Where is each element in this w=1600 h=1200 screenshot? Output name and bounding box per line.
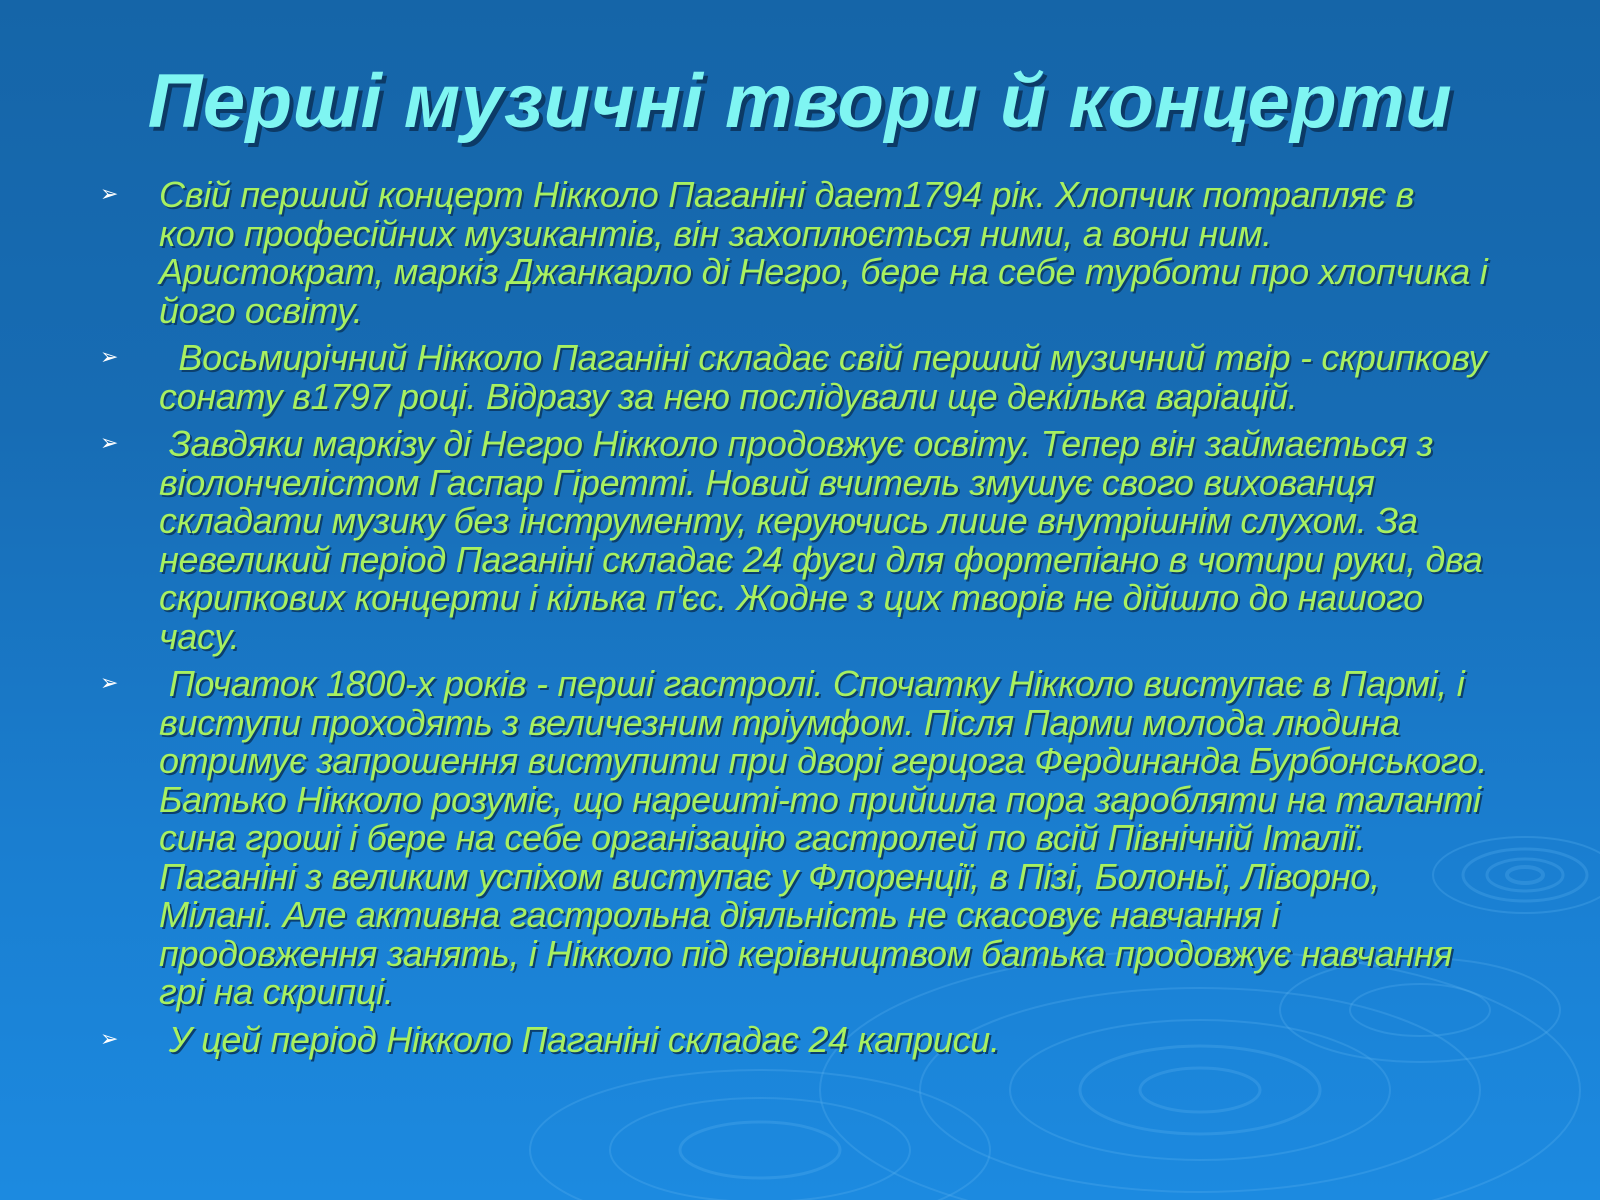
arrowhead-bullet-icon: ➢ <box>100 182 119 207</box>
bullet-item <box>0 339 1600 416</box>
bullet-text: Завдяки маркізу ді Негро Нікколо продовжує освіту. Тепер він займається з віолончелістом Гаспар Гіретті. Новий вчитель змушує свого вихованця складати музику без інструменту, керуючись лише внутрішнім слухом. За невеликий період Паганіні складає 24 фуги для фортепіано в чотири руки, два скрипкових концерти і кілька п'єс. Жодне з цих творів не дійшло до нашого часу. <box>159 423 1493 657</box>
bullet-item <box>0 665 1600 1012</box>
bullet-text: Восьмирічний Нікколо Паганіні складає свій перший музичний твір - скрипкову сонату в1797 році. Відразу за нею послідували ще декілька варіацій. <box>159 337 1496 417</box>
arrowhead-bullet-icon: ➢ <box>100 431 119 456</box>
bullet-item <box>0 176 1600 330</box>
bullet-list <box>0 176 1600 1068</box>
bullet-text: У цей період Нікколо Паганіні складає 24 каприси. <box>159 1018 1000 1060</box>
arrowhead-bullet-icon: ➢ <box>100 671 119 696</box>
ripple-ring <box>1140 1068 1260 1112</box>
ripple-ring <box>530 1070 990 1200</box>
ripple-ring <box>610 1098 910 1200</box>
bullet-text: Свій перший концерт Нікколо Паганіні дает1794 рік. Хлопчик потрапляє в коло професійних музикантів, він захоплюється ними, а вони ним. Аристократ, маркіз Джанкарло ді Негро, бере на себе турботи про хлопчика і його освіту. <box>159 174 1498 331</box>
arrowhead-bullet-icon: ➢ <box>100 1026 119 1052</box>
arrowhead-bullet-icon: ➢ <box>100 345 119 370</box>
bullet-item <box>0 1018 1600 1060</box>
bullet-item <box>0 425 1600 656</box>
bullet-text: Початок 1800-х років - перші гастролі. Спочатку Нікколо виступає в Пармі, і виступи проходять з величезним тріумфом. Після Парми молода людина отримує запрошення виступити при дворі герцога Фердинанда Бурбонського. Батько Нікколо розуміє, що нарешті-то прийшла пора заробляти на таланті сина гроші і бере на себе організацію гастролей по всій Північній Італії. Паганіні з великим успіхом виступає у Флоренції, в Пізі, Болоньї, Ліворно, Мілані. Але активна гастрольна діяльність не скасовує навчання і продовження занять, і Нікколо під керівництвом батька продовжує навчання грі на скрипці. <box>159 663 1497 1012</box>
slide-title: Перші музичні твори й концерти <box>147 59 1453 144</box>
ripple-ring <box>680 1122 840 1178</box>
